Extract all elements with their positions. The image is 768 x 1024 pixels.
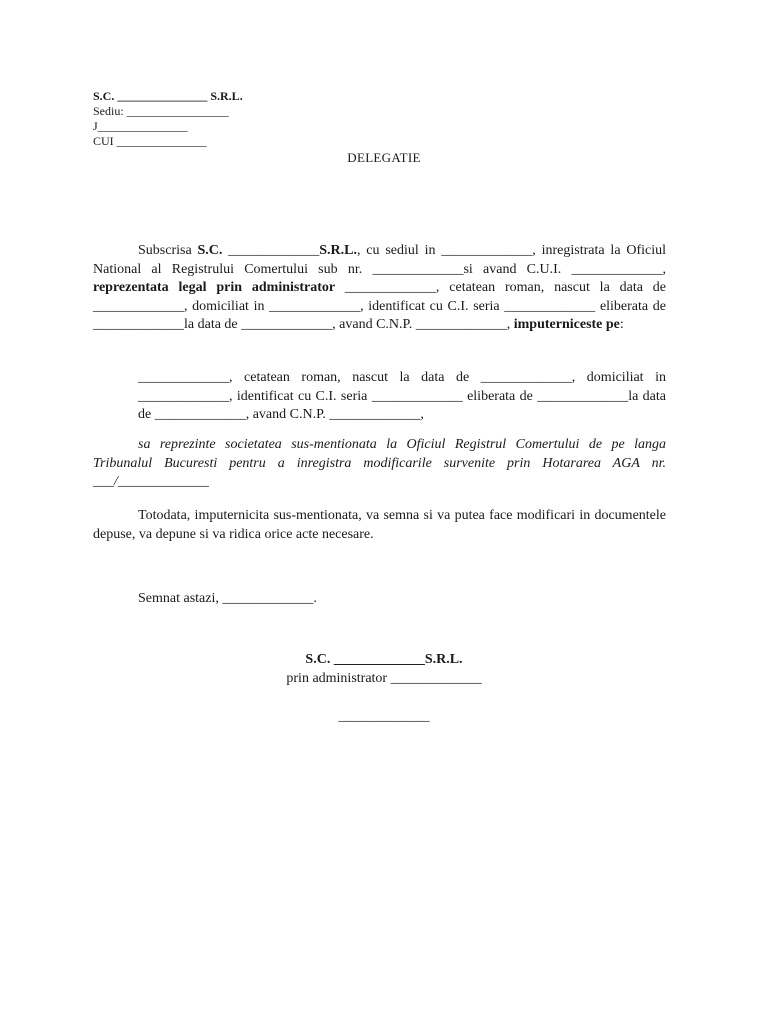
document-title: DELEGATIE — [347, 150, 421, 165]
company-header-line — [93, 88, 243, 104]
bold-segment: reprezentata legal prin administrator — [93, 280, 336, 296]
paragraph-delegate: _____________, cetatean roman, nascut la data de _____________, domiciliat in _____________, identificat cu C.I. seria _____________ eliberata de _____________la data de _____________, avand C.N.P. _____________, — [138, 370, 666, 423]
signature-company-line: S.C. _____________S.R.L. — [305, 652, 463, 667]
bold-segment: S.R.L. — [319, 243, 357, 258]
signature-blank-line: _____________ — [338, 709, 430, 724]
company-prefix: S.C. — [93, 89, 115, 103]
company-suffix: S.R.L. — [210, 89, 243, 103]
text-segment: _____________ — [222, 243, 320, 258]
company-blank: _______________ — [117, 89, 208, 103]
registry-line: J_______________ — [93, 119, 188, 133]
bold-segment: S.C. — [197, 243, 223, 258]
bold-segment: imputerniceste pe — [513, 317, 620, 333]
text-segment: : — [619, 317, 624, 333]
text-segment: , cu sediul in _____________, inregistrata la Oficiul National al Registrului Comertului sub nr. _____________si avand C.U.I. _____________, — [93, 243, 667, 277]
paragraph-powers: Totodata, imputernicita sus-mentionata, va semna si va putea face modificari in documentele depuse, va depune si va ridica orice acte necesare. — [93, 508, 666, 542]
cui-line: CUI _______________ — [93, 134, 207, 148]
paragraph-mandate: sa reprezinte societatea sus-mentionata la Oficiul Registrul Comertului de pe langa Tribunalul Bucuresti pentru a inregistra modificarile survenite prin Hotararea AGA nr. ___/_____________ — [93, 437, 666, 490]
signature-admin-line: prin administrator _____________ — [286, 671, 482, 686]
paragraph-signed-date: Semnat astazi, _____________. — [138, 591, 317, 606]
text-segment: _____________, cetatean roman, nascut la data de _____________, domiciliat in _____________, identificat cu C.I. seria _____________ eliberata de _____________la data de _____________, avand C.N.P. _____________, — [93, 280, 667, 333]
paragraph-principal — [93, 242, 666, 335]
text-segment: Subscrisa — [138, 243, 198, 258]
seat-line: Sediu: _________________ — [93, 104, 229, 118]
